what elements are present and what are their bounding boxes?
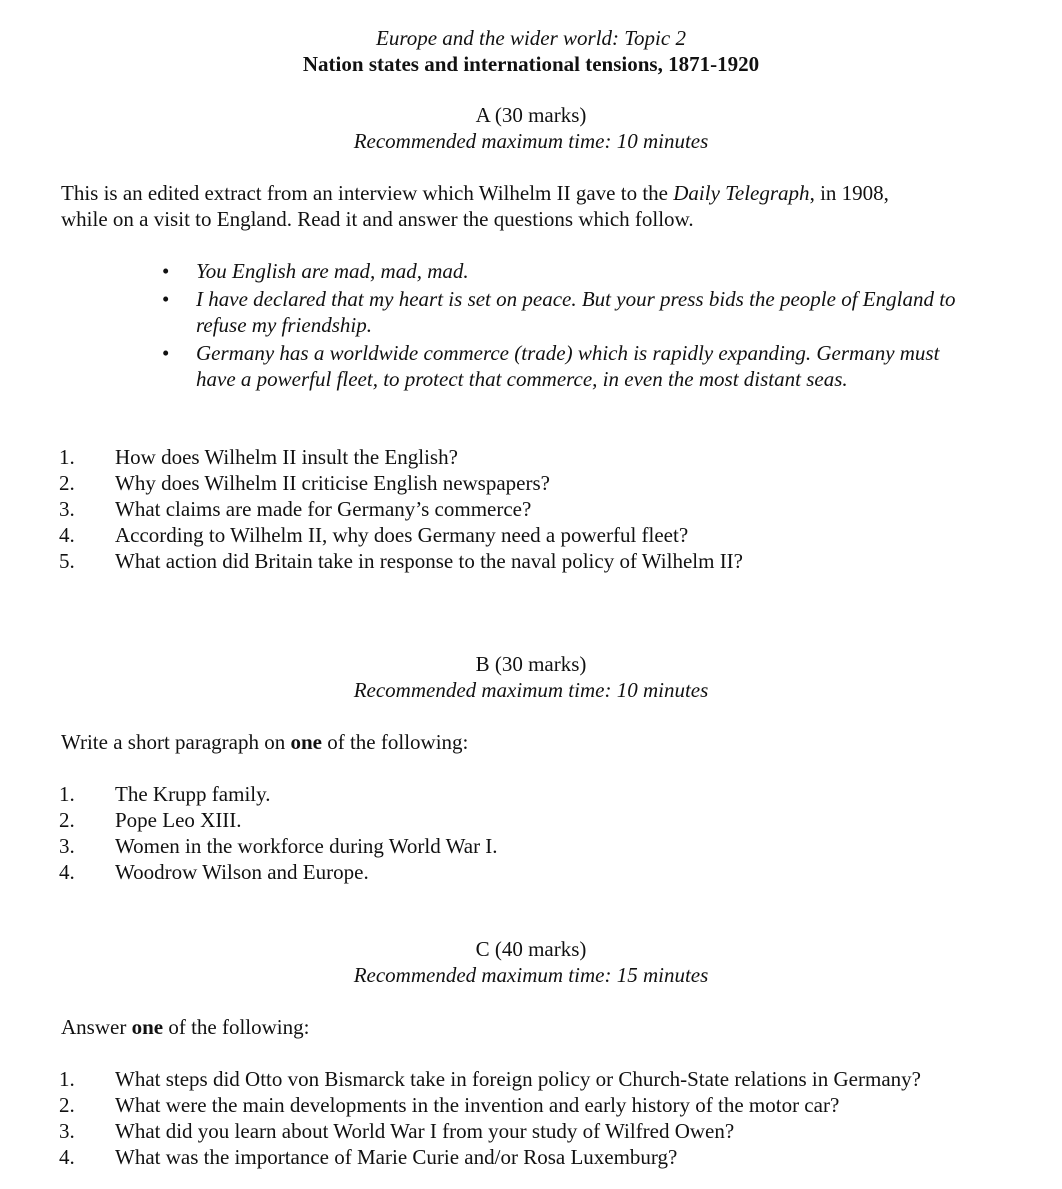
intro-text-end: , in 1908, [809,181,889,205]
question-item [59,1066,1019,1092]
intro-text: This is an edited extract from an interview which Wilhelm II gave to the [61,181,674,205]
section-c-heading: C (40 marks) [475,937,587,961]
question-item [59,548,1019,574]
item-text: Pope Leo XIII. [115,808,242,832]
item-number: 1. [59,782,75,806]
item-number: 1. [59,1067,75,1091]
question-text: What action did Britain take in response to the naval policy of Wilhelm II? [115,549,744,573]
question-item [59,522,1019,548]
instruction-text: Answer [61,1015,132,1039]
extract-item: • You English are mad, mad, mad. [160,258,980,284]
intro-source: Daily Telegraph [673,181,810,205]
question-item [59,1144,1019,1170]
instruction-text: Write a short paragraph on [61,730,291,754]
item-number: 2. [59,1093,75,1117]
question-number: 4. [59,523,75,547]
instruction-emphasis: one [131,1015,164,1039]
extract-item: • Germany has a worldwide commerce (trade) which is rapidly expanding. Germany must have a powerful fleet, to protect that commerce, in even the most distant seas. [160,340,980,392]
item-number: 3. [59,834,75,858]
question-number: 5. [59,549,75,573]
topic-item [59,781,1019,807]
extract-item: • I have declared that my heart is set on peace. But your press bids the people of England to refuse my friendship. [160,286,980,338]
section-a-time: Recommended maximum time: 10 minutes [353,129,709,153]
question-text: Why does Wilhelm II criticise English newspapers? [115,471,550,495]
instruction-emphasis: one [290,730,322,754]
section-a-heading: A (30 marks) [475,103,587,127]
question-item [59,444,1019,470]
instruction-text-end: of the following: [163,1015,310,1039]
item-text: What was the importance of Marie Curie and/or Rosa Luxemburg? [115,1145,678,1169]
section-c-instruction [61,1014,1021,1040]
question-number: 1. [59,445,75,469]
item-text: What were the main developments in the invention and early history of the motor car? [115,1093,840,1117]
question-item [59,1092,1019,1118]
item-number: 2. [59,808,75,832]
section-c-items [59,1066,1019,1170]
section-b-instruction [61,729,1021,755]
extract-list [160,258,980,394]
question-text: According to Wilhelm II, why does Germany need a powerful fleet? [115,523,689,547]
question-text: How does Wilhelm II insult the English? [115,445,458,469]
question-item [59,1118,1019,1144]
topic-item [59,807,1019,833]
item-number: 4. [59,860,75,884]
item-text: The Krupp family. [115,782,271,806]
section-b-time: Recommended maximum time: 10 minutes [353,678,709,702]
question-text: What claims are made for Germany’s commerce? [115,497,532,521]
section-a-intro-line2: while on a visit to England. Read it and answer the questions which follow. [61,207,694,231]
topic-item [59,833,1019,859]
item-number: 4. [59,1145,75,1169]
page-title: Nation states and international tensions, 1871-1920 [302,52,760,76]
instruction-text-end: of the following: [321,730,469,754]
question-number: 2. [59,471,75,495]
section-a-questions [59,444,1019,574]
topic-item [59,859,1019,885]
question-item [59,470,1019,496]
item-text: Women in the workforce during World War I. [115,834,498,858]
item-text: Woodrow Wilson and Europe. [115,860,369,884]
section-b-items [59,781,1019,885]
item-text: What did you learn about World War I from your study of Wilfred Owen? [115,1119,735,1143]
section-c-time: Recommended maximum time: 15 minutes [353,963,709,987]
item-number: 3. [59,1119,75,1143]
section-a-intro [61,180,1021,206]
question-item [59,496,1019,522]
section-b-heading: B (30 marks) [475,652,587,676]
topic-subtitle: Europe and the wider world: Topic 2 [376,26,686,50]
question-number: 3. [59,497,75,521]
item-text: What steps did Otto von Bismarck take in foreign policy or Church-State relations in Germany? [115,1067,921,1091]
